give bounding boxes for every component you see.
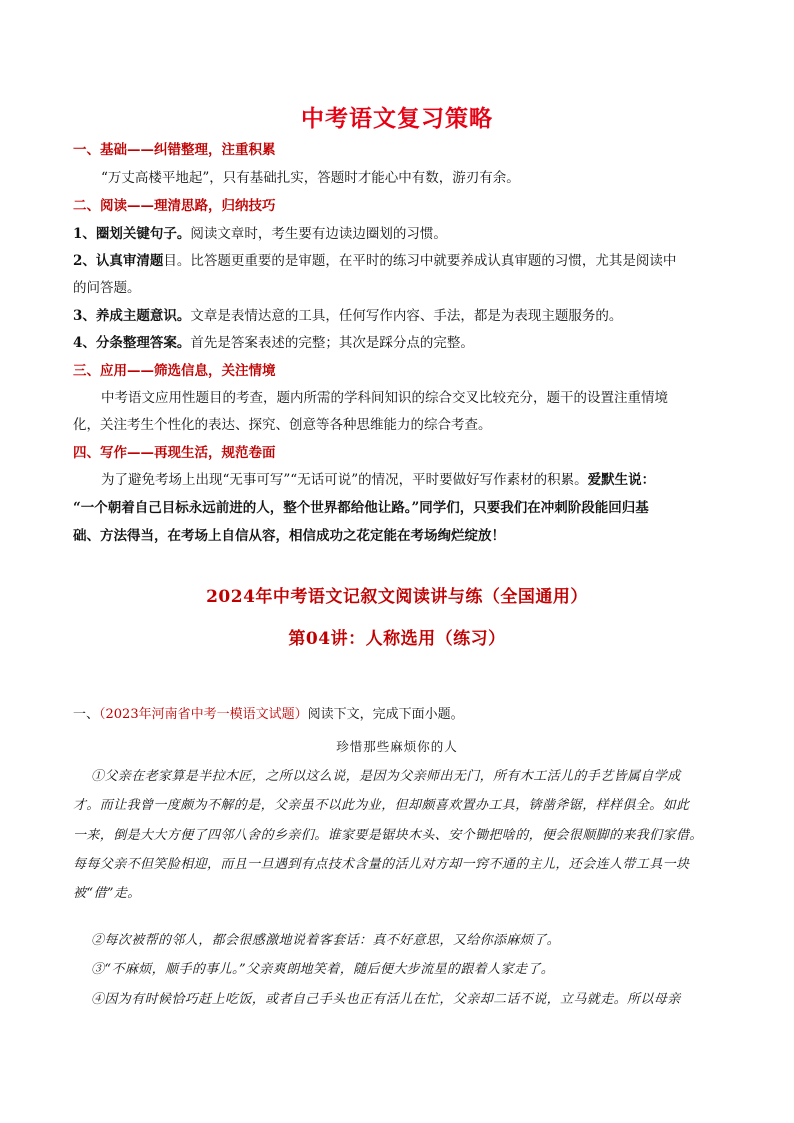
paragraph-4-line-2: “一个朝着自己目标永远前进的人，整个世界都给他让路。”同学们，只要我们在冲刺阶段能回归基 [73,500,649,516]
section-heading-2: 二、阅读——理清思路，归纳技巧 [73,198,276,214]
item-3-text: 文章是表情达意的工具，任何写作内容、手法，都是为表现主题服务的。 [190,308,623,324]
item-4-label: 4、分条整理答案。 [73,335,191,351]
item-3 [73,306,728,326]
story-p1-line-1: ①父亲在老家算是半拉木匠，之所以这么说，是因为父亲师出无门，所有木工活儿的手艺皆属自学成 [91,769,681,784]
question-header [73,705,728,725]
paragraph-3-line-2: 化，关注考生个性化的表达、探究、创意等各种思维能力的综合考查。 [73,417,492,433]
paragraph-1: “万丈高楼平地起”，只有基础扎实，答题时才能心中有数，游刃有余。 [101,170,520,186]
story-p1-line-4: 每每父亲不但笑脸相迎，而且一旦遇到有点技术含量的活儿对方却一窍不通的主儿，还会连人带工具一块 [73,857,690,872]
item-1-label: 1、圈划关键句子。 [73,226,191,242]
section-heading-3: 三、应用——筛选信息，关注情境 [73,363,276,379]
item-2-continued: 的问答题。 [73,280,141,296]
section-heading-1: 一、基础——纠错整理，注重积累 [73,142,276,158]
section-heading-4: 四、写作——再现生活，规范卷面 [73,445,276,461]
question-instruction: 阅读下文，完成下面小题。 [307,707,464,722]
question-number: 一、 [73,707,100,722]
story-p1-line-5: 被“借”走。 [73,886,141,901]
story-title: 珍惜那些麻烦你的人 [336,739,458,754]
story-p1-line-2: 才。而让我曾一度颇为不解的是，父亲虽不以此为业，但却颇喜欢置办工具，锛凿斧锯，样样俱全。如此 [73,798,690,813]
paragraph-4-line-1 [101,470,728,490]
item-3-label: 3、养成主题意识。 [73,308,191,324]
question-source: （2023年河南省中考一模语文试题） [99,707,308,722]
paragraph-3-line-1: 中考语文应用性题目的考查，题内所需的学科间知识的综合交叉比较充分，题干的设置注重情境 [101,390,668,406]
item-1-text: 阅读文章时，考生要有边读边圈划的习惯。 [190,226,447,242]
page-title: 中考语文复习策略 [301,106,493,132]
item-2-label: 2、认真审清题 [73,253,164,269]
paragraph-4-text: 为了避免考场上出现“无事可写”“无话可说”的情况，平时要做好写作素材的积累。 [101,472,588,488]
item-2-text: 目。比答题更重要的是审题，在平时的练习中就要养成认真审题的习惯，尤其是阅读中 [163,253,677,269]
paragraph-4-quote-lead: 爱默生说： [587,472,656,488]
story-p4: ④因为有时候恰巧赶上吃饭，或者自己手头也正有活儿在忙，父亲却二话不说，立马就走。所以母亲 [91,992,681,1007]
item-2 [73,251,728,271]
story-p2: ②每次被帮的邻人，都会很感激地说着客套话：真不好意思，又给你添麻烦了。 [91,933,561,948]
lesson-title: 第04讲：人称选用（练习） [288,629,506,649]
story-p1-line-3: 一来，倒是大大方便了四邻八舍的乡亲们。谁家要是锯块木头、安个锄把啥的，便会很顺脚的来我们家借。 [73,828,703,843]
item-4 [73,333,728,353]
lesson-series-title: 2024年中考语文记叙文阅读讲与练（全国通用） [206,587,588,607]
item-4-text: 首先是答案表述的完整；其次是踩分点的完整。 [190,335,474,351]
item-1 [73,224,728,244]
story-p3: ③“不麻烦，顺手的事儿。”父亲爽朗地笑着，随后便大步流星的跟着人家走了。 [91,962,555,977]
paragraph-4-line-3: 础、方法得当，在考场上自信从容，相信成功之花定能在考场绚烂绽放！ [73,528,505,544]
